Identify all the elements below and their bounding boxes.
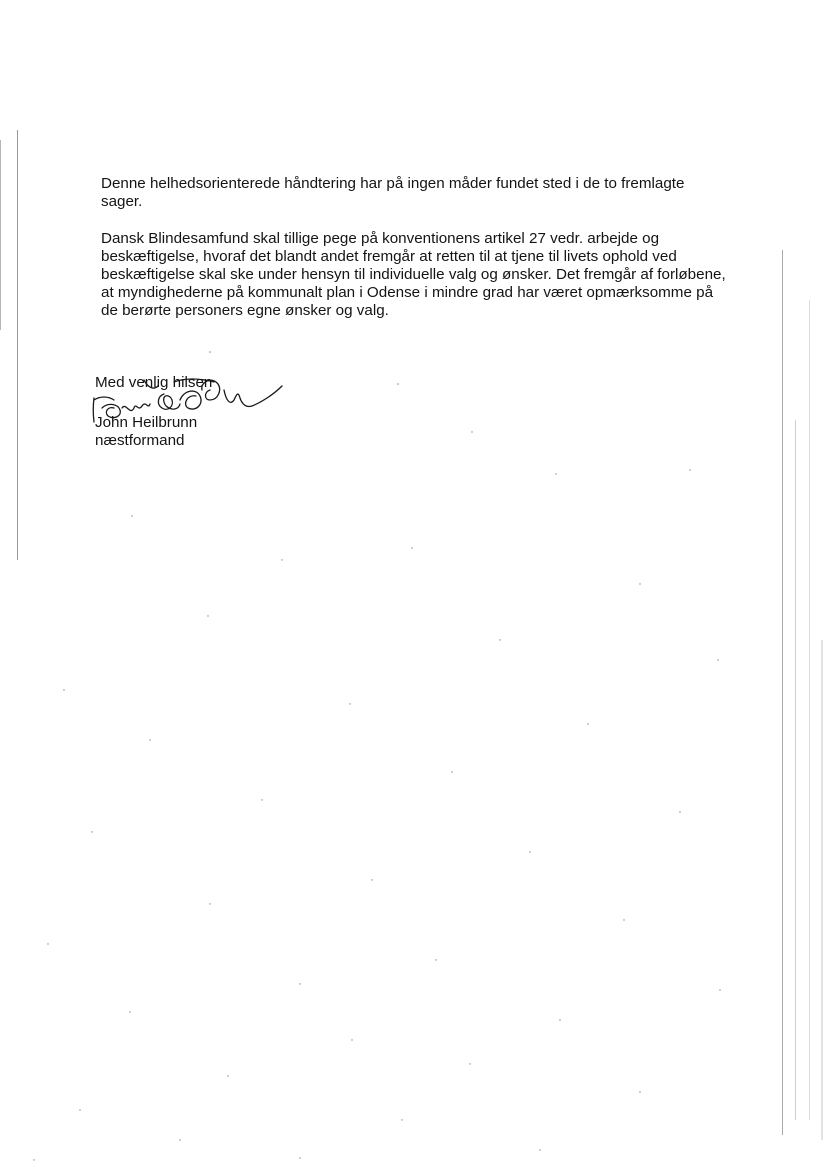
scan-edge-left — [17, 130, 18, 560]
scan-edge-left-faint — [0, 140, 1, 330]
scan-edge-right-faint — [821, 640, 823, 1140]
scan-edge-right-faint — [795, 420, 796, 1120]
letter-paragraph: Denne helhedsorienterede håndtering har på ingen måder fundet sted i de to fremlagte sager. — [101, 175, 685, 210]
signer-title: næstformand — [95, 432, 185, 449]
scan-edge-right-faint — [809, 300, 810, 1120]
scan-edge-right — [782, 250, 783, 1135]
signer-name: John Heilbrunn — [95, 414, 198, 431]
closing-greeting: Med venlig hilsen — [95, 374, 213, 391]
letter-paragraph: Dansk Blindesamfund skal tillige pege på konventionens artikel 27 vedr. arbejde og beskæftigelse, hvoraf det blandt andet fremgår at retten til at tjene til livets ophold ved beskæftigelse skal ske under hensyn til individuelle valg og ønsker. Det fremgår af forløbene, at myndighederne på kommunalt plan i Odense i mindre grad har været opmærksomme på de berørte personers egne ønsker og valg. — [101, 230, 726, 319]
